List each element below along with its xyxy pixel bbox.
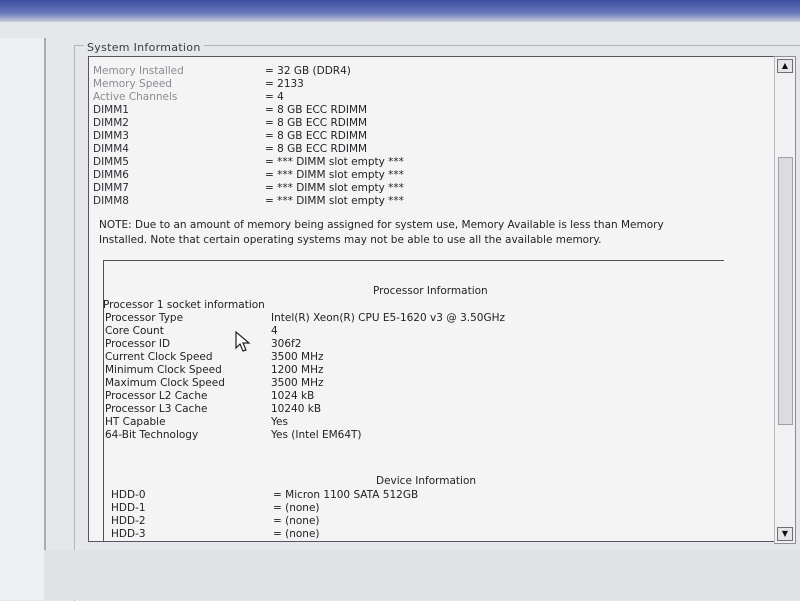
dimm6-label: DIMM6: [93, 169, 129, 181]
navigation-pane[interactable]: [0, 38, 46, 600]
hdd3-label: HDD-3: [111, 528, 146, 540]
dimm4-value: = 8 GB ECC RDIMM: [265, 143, 368, 155]
dimm4-label: DIMM4: [93, 143, 129, 155]
vertical-scrollbar[interactable]: [774, 56, 796, 544]
title-strip: [0, 0, 800, 22]
dimm1-label: DIMM1: [93, 104, 129, 116]
l2-cache-label: Processor L2 Cache: [105, 390, 208, 402]
hdd3-value: = (none): [273, 528, 320, 540]
mouse-pointer-icon: [235, 331, 251, 353]
l3-cache-label: Processor L3 Cache: [105, 403, 208, 415]
ht-capable-label: HT Capable: [105, 416, 166, 428]
memory-installed-label: Memory Installed: [93, 65, 184, 77]
dimm7-value: = *** DIMM slot empty ***: [265, 182, 404, 194]
info-panel: [88, 56, 780, 542]
hdd0-value: = Micron 1100 SATA 512GB: [273, 489, 419, 501]
group-title: System Information: [84, 41, 204, 54]
active-channels-label: Active Channels: [93, 91, 178, 103]
memory-installed-value: = 32 GB (DDR4): [265, 65, 351, 77]
processor-type-label: Processor Type: [105, 312, 184, 324]
minimum-clock-label: Minimum Clock Speed: [105, 364, 222, 376]
processor-type-value: Intel(R) Xeon(R) CPU E5-1620 v3 @ 3.50GHz: [271, 312, 505, 324]
memory-speed-value: = 2133: [265, 78, 304, 90]
dimm1-value: = 8 GB ECC RDIMM: [265, 104, 368, 116]
arrow-up-icon[interactable]: ▲: [777, 59, 793, 73]
arrow-down-icon[interactable]: ▼: [777, 527, 793, 541]
current-clock-label: Current Clock Speed: [105, 351, 213, 363]
dimm2-value: = 8 GB ECC RDIMM: [265, 117, 368, 129]
hdd2-value: = (none): [273, 515, 320, 527]
l2-cache-value: 1024 kB: [271, 390, 315, 402]
hdd1-label: HDD-1: [111, 502, 146, 514]
memory-speed-label: Memory Speed: [93, 78, 172, 90]
l3-cache-value: 10240 kB: [271, 403, 322, 415]
64bit-label: 64-Bit Technology: [105, 429, 199, 441]
memory-note: NOTE: Due to an amount of memory being assigned for system use, Memory Available is less than Memory Installed. Note that certain operating systems may not be able to use all the available memory.: [99, 219, 664, 246]
core-count-label: Core Count: [105, 325, 164, 337]
current-clock-value: 3500 MHz: [271, 351, 324, 363]
hdd1-value: = (none): [273, 502, 320, 514]
processor-heading: Processor Information: [373, 285, 488, 297]
64bit-value: Yes (Intel EM64T): [271, 429, 362, 441]
maximum-clock-label: Maximum Clock Speed: [105, 377, 225, 389]
dimm8-label: DIMM8: [93, 195, 129, 207]
dimm5-value: = *** DIMM slot empty ***: [265, 156, 404, 168]
dimm5-label: DIMM5: [93, 156, 129, 168]
minimum-clock-value: 1200 MHz: [271, 364, 324, 376]
maximum-clock-value: 3500 MHz: [271, 377, 324, 389]
dimm3-value: = 8 GB ECC RDIMM: [265, 130, 368, 142]
active-channels-value: = 4: [265, 91, 284, 103]
dimm3-label: DIMM3: [93, 130, 129, 142]
footer-area: [44, 550, 800, 600]
dimm2-label: DIMM2: [93, 117, 129, 129]
dimm8-value: = *** DIMM slot empty ***: [265, 195, 404, 207]
dimm6-value: = *** DIMM slot empty ***: [265, 169, 404, 181]
hdd2-label: HDD-2: [111, 515, 146, 527]
processor-id-value: 306f2: [271, 338, 302, 350]
processor-id-label: Processor ID: [105, 338, 171, 350]
processor-socket-label: Processor 1 socket information: [103, 299, 265, 311]
ht-capable-value: Yes: [271, 416, 288, 428]
scroll-thumb[interactable]: [778, 157, 793, 425]
dimm7-label: DIMM7: [93, 182, 129, 194]
core-count-value: 4: [271, 325, 278, 337]
device-heading: Device Information: [376, 475, 477, 487]
hdd0-label: HDD-0: [111, 489, 146, 501]
